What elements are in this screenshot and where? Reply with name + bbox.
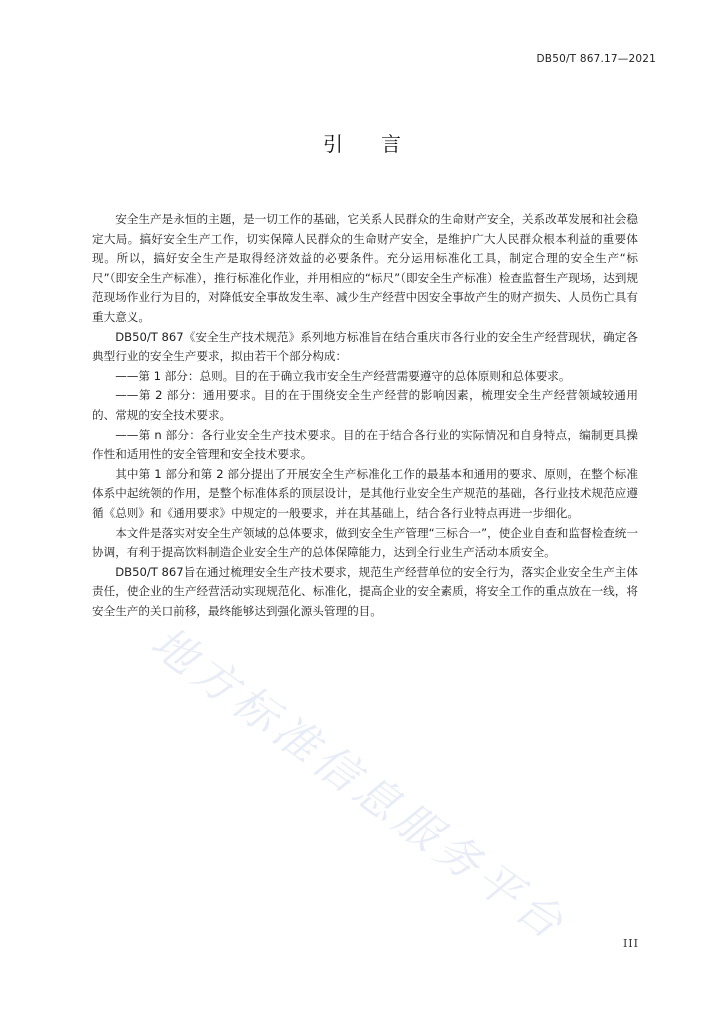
document-body (92, 210, 638, 621)
paragraph-parts-relation: 其中第 1 部分和第 2 部分提出了开展安全生产标准化工作的最基本和通用的要求、原则，在整个标准体系中起统领的作用，是整个标准体系的顶层设计，是其他行业安全生产规范的基础，各行业技术规范应遵循《总则》和《通用要求》中规定的一般要求，并在其基础上，结合各行业特点再进一步细化。 (92, 466, 638, 520)
paragraph-intro: 安全生产是永恒的主题，是一切工作的基础，它关系人民群众的生命财产安全，关系改革发展和社会稳定大局。搞好安全生产工作，切实保障人民群众的生命财产安全，是维护广大人民群众根本利益的重要体现。所以，搞好安全生产是取得经济效益的必要条件。充分运用标准化工具，制定合理的安全生产“标尺”（即安全生产标准），推行标准化作业，并用相应的“标尺”（即安全生产标准）检查监督生产现场，达到规范现场作业行为目的，对降低安全事故发生率、减少生产经营中因安全事故产生的财产损失、人员伤亡具有重大意义。 (92, 212, 638, 324)
paragraph-series-overview: DB50/T 867《安全生产技术规范》系列地方标准旨在结合重庆市各行业的安全生产经营现状，确定各典型行业的安全生产要求，拟由若干个部分构成： (92, 329, 638, 364)
paragraph-part-2: ——第 2 部分：通用要求。目的在于围绕安全生产经营的影响因素，梳理安全生产经营领域较通用的、常规的安全技术要求。 (92, 388, 638, 422)
paragraph-part-n: ——第 n 部分：各行业安全生产技术要求。目的在于结合各行业的实际情况和自身特点，编制更具操作性和适用性的安全管理和安全技术要求。 (92, 427, 638, 462)
page-number: III (622, 937, 639, 950)
paragraph-part-1: ——第 1 部分：总则。目的在于确立我市安全生产经营需要遵守的总体原则和总体要求。 (115, 368, 571, 383)
document-code: DB50/T 867.17—2021 (536, 53, 656, 65)
paragraph-series-aim: DB50/T 867旨在通过梳理安全生产技术要求，规范生产经营单位的安全行为，落实企业安全生产主体责任，使企业的生产经营活动实现规范化、标准化，提高企业的安全素质，将安全工作的重点放在一线，将安全生产的关口前移，最终能够达到强化源头管理的目。 (92, 564, 638, 618)
page-title: 引言 (323, 132, 439, 156)
watermark: 地方标准信息服务平台 (141, 616, 577, 953)
paragraph-document-purpose: 本文件是落实对安全生产领域的总体要求，做到安全生产管理“三标合一”，使企业自查和监督检查统一协调，有利于提高饮料制造企业安全生产的总体保障能力，达到全行业生产活动本质安全。 (92, 525, 638, 560)
